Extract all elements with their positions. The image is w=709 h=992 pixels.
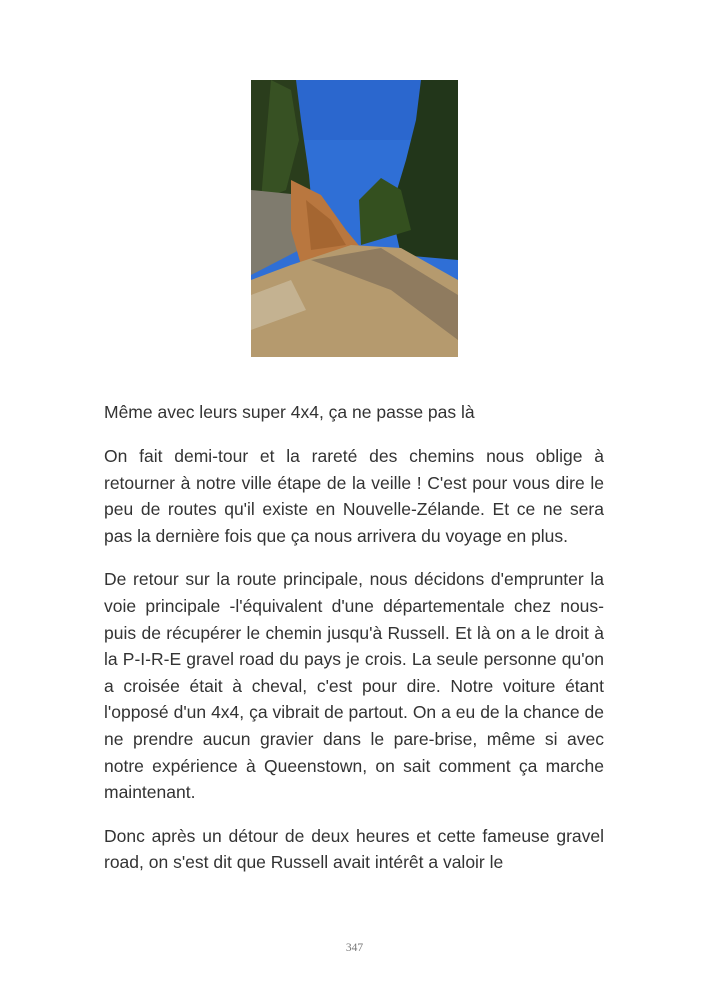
paragraph: On fait demi-tour et la rareté des chemins nous oblige à retourner à notre ville étape de la veille ! C'est pour vous dire le peu de routes qu'il existe en Nouvelle-Zélande. Et ce ne sera pas la dernière fois que ça nous arrivera du voyage en plus. [104,446,604,546]
paragraph: Donc après un détour de deux heures et cette fameuse gravel road, on s'est dit que Russell avait intérêt a valoir le [104,825,604,873]
road-landslide-photo [251,80,458,357]
text-block [104,399,604,893]
photo-caption: Même avec leurs super 4x4, ça ne passe pas là [104,402,475,422]
page-number: 347 [345,942,364,954]
paragraph: De retour sur la route principale, nous décidons d'emprunter la voie principale -l'équivalent d'une départementale chez nous- puis de récupérer le chemin jusqu'à Russell. Et là on a le droit à la P-I-R-E gravel road du pays je crois. La seule personne qu'on a croisée était à cheval, c'est pour dire. Notre voiture étant l'opposé d'un 4x4, ça vibrait de partout. On a eu de la chance de ne prendre aucun gravier dans le pare-brise, même si avec notre expérience à Queenstown, on sait comment ça marche maintenant. [104,569,604,803]
